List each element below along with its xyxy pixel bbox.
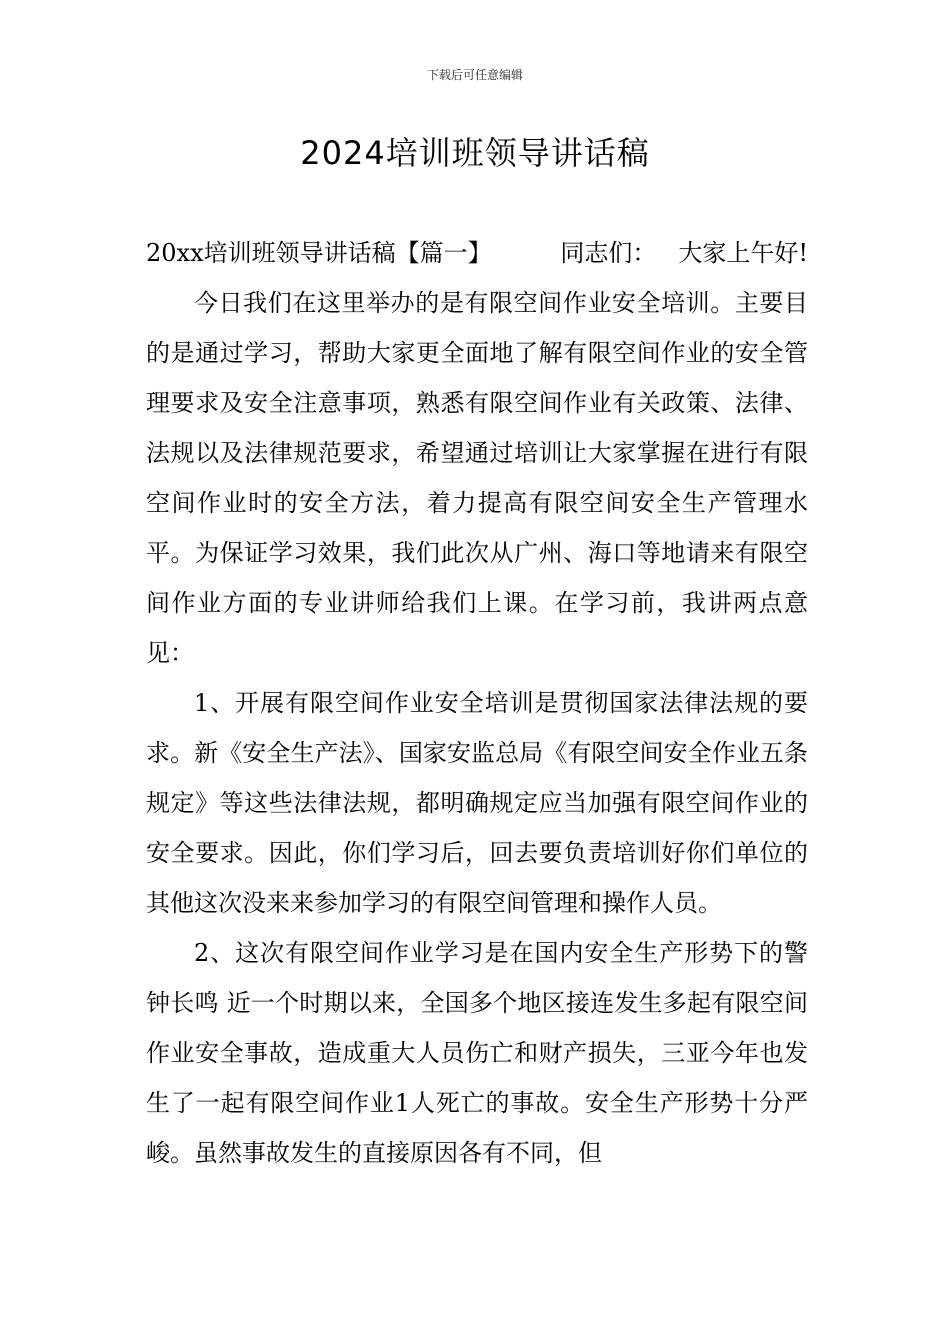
paragraph-point-1: 1、开展有限空间作业安全培训是贯彻国家法律法规的要求。新《安全生产法》、国家安监总局《有限空间安全作业五条规定》等这些法律法规，都明确规定应当加强有限空间作业的安全要求。因此，你们学习后，回去要负责培训好你们单位的其他这次没来来参加学习的有限空间管理和操作人员。 [146,689,808,917]
section-heading: 20xx培训班领导讲话稿【篇一】 [146,239,492,267]
paragraph-intro: 今日我们在这里举办的是有限空间作业安全培训。主要目的是通过学习，帮助大家更全面地了解有限空间作业的安全管理要求及安全注意事项，熟悉有限空间作业有关政策、法律、法规以及法律规范要求，希望通过培训让大家掌握在进行有限空间作业时的安全方法，着力提高有限空间安全生产管理水平。为保证学习效果，我们此次从广州、海口等地请来有限空间作业方面的专业讲师给我们上课。在学习前，我讲两点意见： [146,289,808,667]
greeting: 大家上午好! [678,239,808,267]
document-title: 2024培训班领导讲话稿 [300,134,650,172]
header-note: 下载后可任意编辑 [426,68,523,82]
document-body [146,228,808,1178]
salutation: 同志们： [560,239,657,267]
paragraph-point-2: 2、这次有限空间作业学习是在国内安全生产形势下的警钟长鸣 近一个时期以来，全国多个地区接连发生多起有限空间作业安全事故，造成重大人员伤亡和财产损失，三亚今年也发生了一起有限空间作业1人死亡的事故。安全生产形势十分严峻。虽然事故发生的直接原因各有不同，但 [146,939,808,1167]
section-heading-line [146,228,808,278]
greeting-group [560,228,808,278]
